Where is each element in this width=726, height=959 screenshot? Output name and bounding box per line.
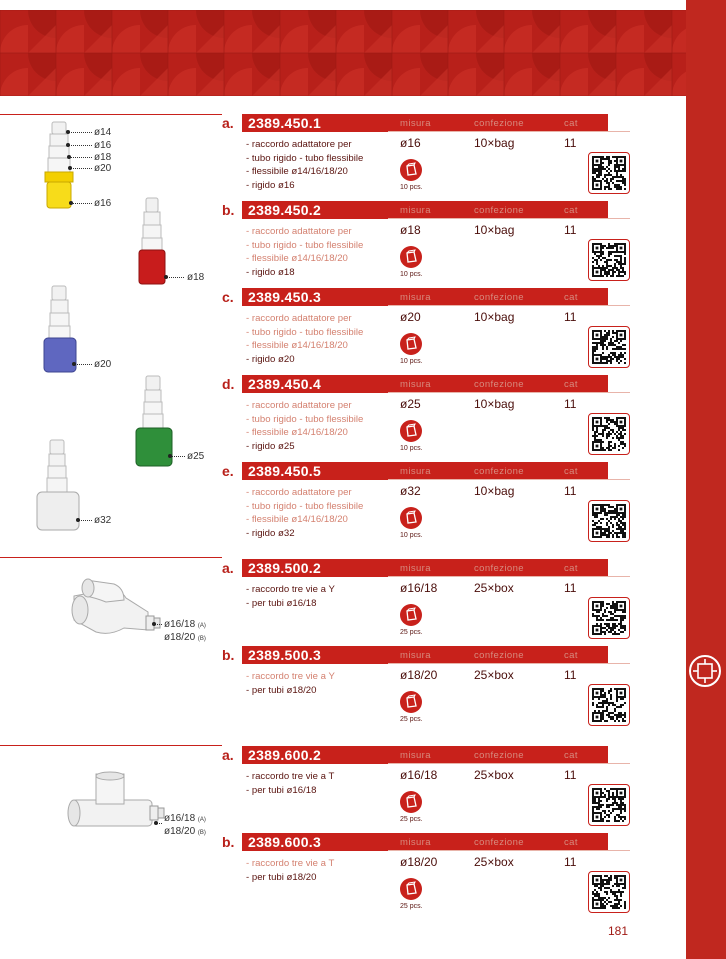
dimension-label: ø20 (94, 359, 112, 370)
product-description (246, 399, 363, 453)
cat-value: 11 (564, 310, 577, 324)
qr-code[interactable] (588, 684, 630, 726)
product-entry (222, 114, 630, 200)
description-line: - per tubi ø16/18 (246, 597, 335, 611)
misura-value: ø16 (400, 136, 421, 150)
package-icon (400, 420, 422, 442)
product-entry (222, 559, 630, 645)
dimension-leader (71, 203, 92, 204)
header-rule (388, 392, 630, 393)
description-line: - flessibile ø14/16/18/20 (246, 165, 363, 179)
header-confezione: confezione (474, 650, 524, 661)
confezione-value: 25×box (474, 581, 514, 595)
misura-value: ø16/18 (400, 768, 438, 782)
header-misura: misura (400, 837, 431, 848)
product-code: 2389.450.3 (242, 288, 608, 306)
description-line: - tubo rigido - tubo flessibile (246, 413, 363, 427)
header-misura: misura (400, 292, 431, 303)
misura-value: ø20 (400, 310, 421, 324)
description-line: - raccordo tre vie a Y (246, 670, 335, 684)
header-rule (388, 663, 630, 664)
description-line: - rigido ø20 (246, 353, 363, 367)
qr-code[interactable] (588, 597, 630, 639)
product-entry (222, 201, 630, 287)
product-code: 2389.450.4 (242, 375, 608, 393)
header-misura: misura (400, 563, 431, 574)
product-description (246, 225, 363, 279)
description-line: - tubo rigido - tubo flessibile (246, 152, 363, 166)
section-circle-icon (688, 654, 722, 688)
header-misura: misura (400, 750, 431, 761)
cat-value: 11 (564, 768, 577, 782)
product-code: 2389.500.2 (242, 559, 608, 577)
product-description (246, 770, 334, 797)
product-description (246, 857, 334, 884)
confezione-value: 10×bag (474, 136, 515, 150)
description-line: - tubo rigido - tubo flessibile (246, 500, 363, 514)
package-icon (400, 791, 422, 813)
description-line: - rigido ø25 (246, 440, 363, 454)
pieces-label: 25 pcs. (400, 903, 423, 910)
product-entry (222, 375, 630, 461)
confezione-value: 10×bag (474, 310, 515, 324)
dimension-label: ø18 (187, 272, 205, 283)
dimension-leader (69, 157, 92, 158)
description-line: - rigido ø32 (246, 527, 363, 541)
package-icon (400, 604, 422, 626)
dimension-label-t: ø16/18 (A) ø18/20 (B) (164, 813, 206, 837)
header-rule (388, 218, 630, 219)
dimension-label-y: ø16/18 (A) ø18/20 (B) (164, 619, 206, 643)
cat-value: 11 (564, 855, 577, 869)
header-banner (0, 10, 686, 96)
section-separator (0, 745, 222, 746)
description-line: - raccordo adattatore per (246, 486, 363, 500)
description-line: - raccordo tre vie a Y (246, 583, 335, 597)
header-misura: misura (400, 205, 431, 216)
pieces-label: 25 pcs. (400, 629, 423, 636)
pieces-label: 10 pcs. (400, 358, 423, 365)
qr-code[interactable] (588, 784, 630, 826)
cat-value: 11 (564, 136, 577, 150)
header-cat: cat (564, 750, 578, 761)
misura-value: ø25 (400, 397, 421, 411)
dimension-leader (70, 168, 92, 169)
confezione-value: 25×box (474, 855, 514, 869)
dimension-label: ø25 (187, 451, 205, 462)
header-rule (388, 305, 630, 306)
header-confezione: confezione (474, 292, 524, 303)
product-entry (222, 646, 630, 732)
section-separator (0, 114, 222, 115)
item-letter: a. (222, 115, 234, 131)
item-letter: b. (222, 834, 235, 850)
product-code: 2389.450.2 (242, 201, 608, 219)
dimension-label: ø20 (94, 163, 112, 174)
description-line: - tubo rigido - tubo flessibile (246, 239, 363, 253)
dimension-label: ø16 (94, 140, 112, 151)
description-line: - rigido ø16 (246, 179, 363, 193)
description-line: - raccordo tre vie a T (246, 770, 334, 784)
description-line: - raccordo adattatore per (246, 312, 363, 326)
cat-value: 11 (564, 223, 577, 237)
description-line: - tubo rigido - tubo flessibile (246, 326, 363, 340)
item-letter: b. (222, 647, 235, 663)
side-bar (686, 0, 726, 959)
description-line: - flessibile ø14/16/18/20 (246, 339, 363, 353)
pieces-label: 10 pcs. (400, 445, 423, 452)
description-line: - raccordo adattatore per (246, 138, 363, 152)
dimension-leader (74, 364, 92, 365)
header-confezione: confezione (474, 205, 524, 216)
qr-code[interactable] (588, 500, 630, 542)
cat-value: 11 (564, 581, 577, 595)
header-rule (388, 850, 630, 851)
product-code: 2389.500.3 (242, 646, 608, 664)
header-rule (388, 576, 630, 577)
description-line: - flessibile ø14/16/18/20 (246, 426, 363, 440)
header-misura: misura (400, 379, 431, 390)
description-line: - raccordo tre vie a T (246, 857, 334, 871)
dimension-leader (154, 624, 162, 625)
product-code: 2389.600.2 (242, 746, 608, 764)
dimension-label: ø18 (94, 152, 112, 163)
product-description (246, 670, 335, 697)
cat-value: 11 (564, 484, 577, 498)
item-letter: a. (222, 747, 234, 763)
banner-pattern (0, 10, 686, 96)
header-misura: misura (400, 650, 431, 661)
package-icon (400, 333, 422, 355)
product-description (246, 138, 363, 192)
package-icon (400, 159, 422, 181)
qr-code[interactable] (588, 413, 630, 455)
header-confezione: confezione (474, 750, 524, 761)
dimension-leader (170, 456, 185, 457)
confezione-value: 10×bag (474, 223, 515, 237)
confezione-value: 25×box (474, 768, 514, 782)
header-confezione: confezione (474, 563, 524, 574)
dimension-label: ø32 (94, 515, 112, 526)
description-line: - per tubi ø18/20 (246, 684, 335, 698)
header-cat: cat (564, 205, 578, 216)
misura-value: ø18/20 (400, 855, 438, 869)
description-line: - raccordo adattatore per (246, 225, 363, 239)
dimension-leader (68, 132, 92, 133)
header-rule (388, 479, 630, 480)
package-icon (400, 246, 422, 268)
header-cat: cat (564, 650, 578, 661)
product-entry (222, 746, 630, 832)
dimension-leader (156, 823, 162, 824)
description-line: - rigido ø18 (246, 266, 363, 280)
confezione-value: 10×bag (474, 484, 515, 498)
misura-value: ø16/18 (400, 581, 438, 595)
header-misura: misura (400, 466, 431, 477)
product-code: 2389.450.1 (242, 114, 608, 132)
description-line: - raccordo adattatore per (246, 399, 363, 413)
page-number: 181 (608, 924, 629, 938)
header-rule (388, 131, 630, 132)
header-cat: cat (564, 563, 578, 574)
adapter-white-image (34, 438, 82, 534)
item-letter: c. (222, 289, 234, 305)
product-description (246, 583, 335, 610)
header-confezione: confezione (474, 466, 524, 477)
description-line: - per tubi ø18/20 (246, 871, 334, 885)
product-description (246, 486, 363, 540)
misura-value: ø32 (400, 484, 421, 498)
product-code: 2389.600.3 (242, 833, 608, 851)
description-line: - flessibile ø14/16/18/20 (246, 252, 363, 266)
product-entry (222, 462, 630, 548)
pieces-label: 25 pcs. (400, 816, 423, 823)
header-cat: cat (564, 118, 578, 129)
header-misura: misura (400, 118, 431, 129)
description-line: - flessibile ø14/16/18/20 (246, 513, 363, 527)
header-confezione: confezione (474, 837, 524, 848)
product-code: 2389.450.5 (242, 462, 608, 480)
dimension-leader (78, 520, 92, 521)
dimension-leader (68, 145, 92, 146)
qr-code[interactable] (588, 152, 630, 194)
header-cat: cat (564, 466, 578, 477)
confezione-value: 25×box (474, 668, 514, 682)
description-line: - per tubi ø16/18 (246, 784, 334, 798)
misura-value: ø18/20 (400, 668, 438, 682)
pieces-label: 25 pcs. (400, 716, 423, 723)
qr-code[interactable] (588, 326, 630, 368)
header-cat: cat (564, 292, 578, 303)
dimension-leader (166, 277, 184, 278)
qr-code[interactable] (588, 239, 630, 281)
cat-value: 11 (564, 397, 577, 411)
dimension-label: ø14 (94, 127, 112, 138)
header-confezione: confezione (474, 118, 524, 129)
qr-code[interactable] (588, 871, 630, 913)
header-rule (388, 763, 630, 764)
pieces-label: 10 pcs. (400, 532, 423, 539)
item-letter: a. (222, 560, 234, 576)
section-separator (0, 557, 222, 558)
header-cat: cat (564, 837, 578, 848)
cat-value: 11 (564, 668, 577, 682)
y-connector-image (66, 576, 166, 646)
confezione-value: 10×bag (474, 397, 515, 411)
header-confezione: confezione (474, 379, 524, 390)
product-entry (222, 288, 630, 374)
package-icon (400, 507, 422, 529)
misura-value: ø18 (400, 223, 421, 237)
t-connector-image (66, 770, 166, 840)
item-letter: b. (222, 202, 235, 218)
header-cat: cat (564, 379, 578, 390)
package-icon (400, 691, 422, 713)
product-entry (222, 833, 630, 919)
dimension-label: ø16 (94, 198, 112, 209)
item-letter: e. (222, 463, 234, 479)
pieces-label: 10 pcs. (400, 271, 423, 278)
pieces-label: 10 pcs. (400, 184, 423, 191)
package-icon (400, 878, 422, 900)
item-letter: d. (222, 376, 235, 392)
product-description (246, 312, 363, 366)
